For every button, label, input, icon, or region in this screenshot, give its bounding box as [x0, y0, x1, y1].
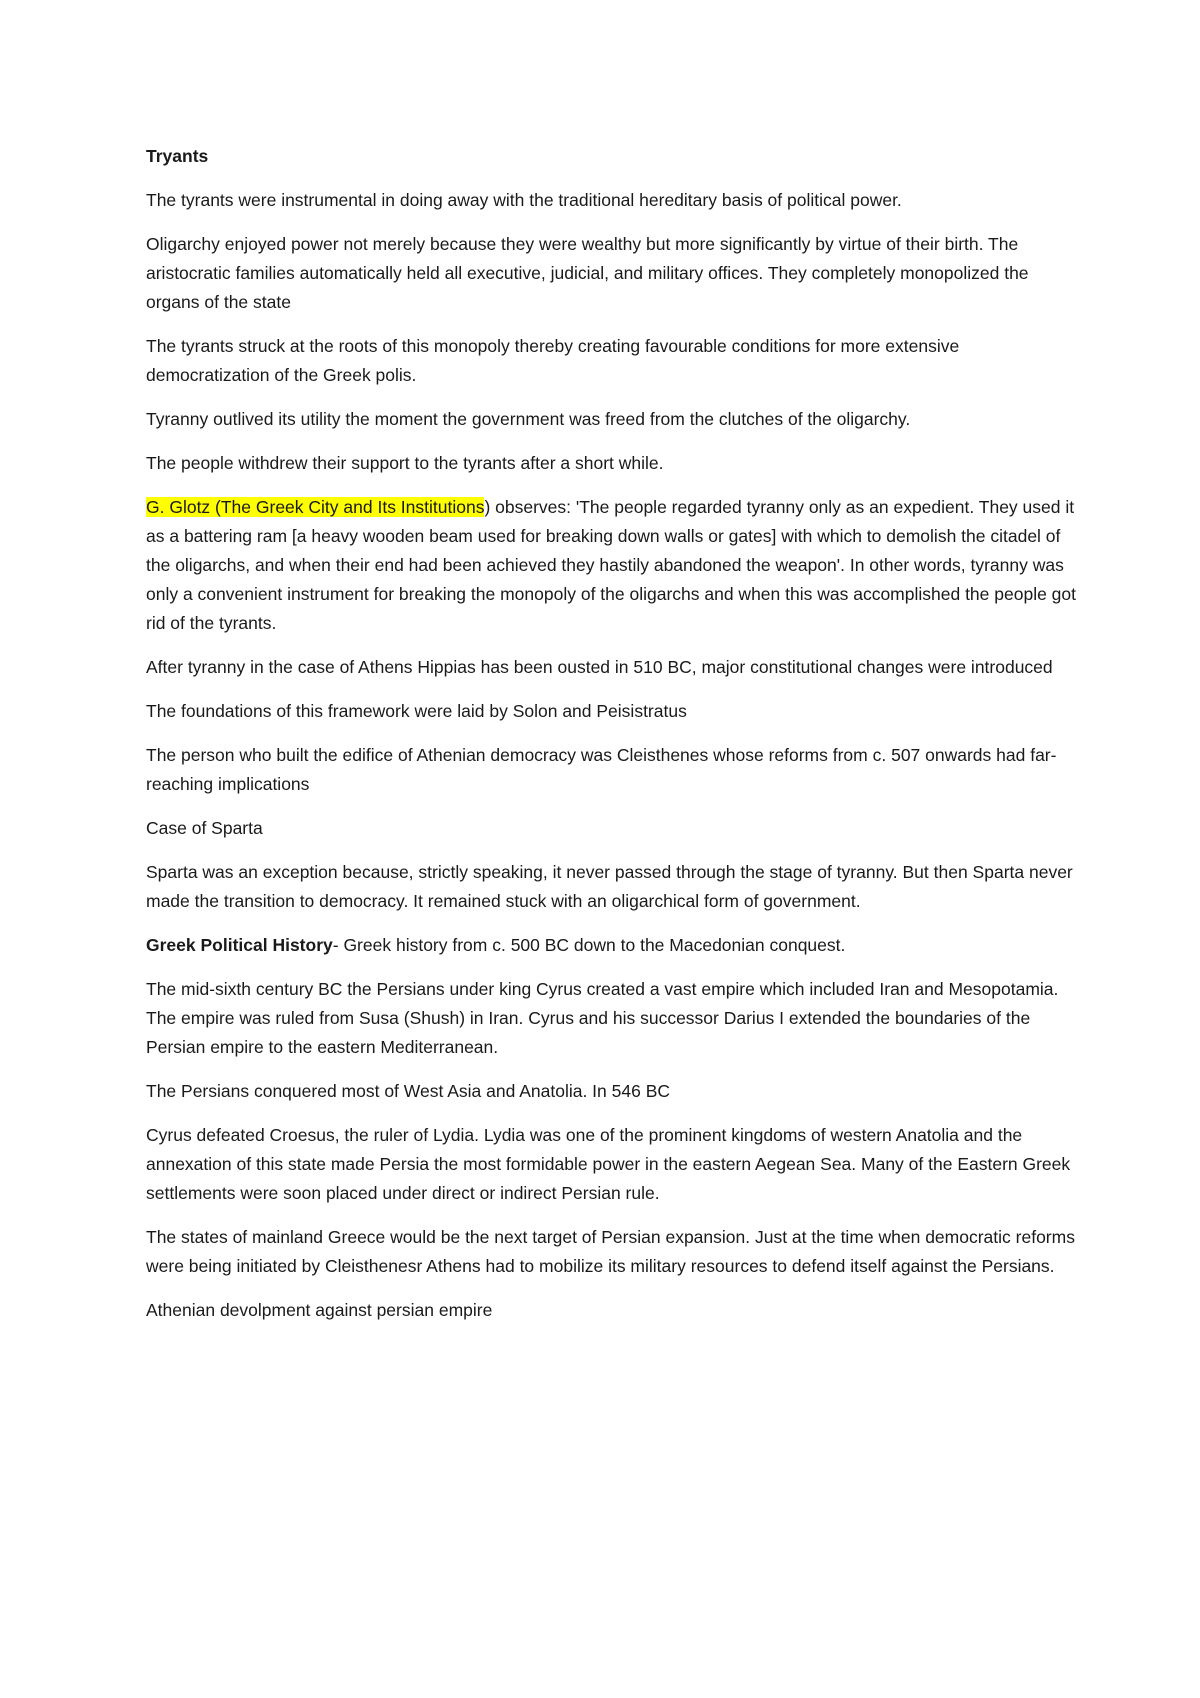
subheading-case-of-sparta: Case of Sparta [146, 818, 263, 838]
paragraph-14: The Persians conquered most of West Asia and Anatolia. In 546 BC [146, 1081, 671, 1101]
paragraph-11: Sparta was an exception because, strictly speaking, it never passed through the stage of tyranny. But then Sparta never made the transition to democracy. It remained stuck with an oligarchical form of government. [146, 862, 1073, 911]
paragraph-13: The mid-sixth century BC the Persians under king Cyrus created a vast empire which included Iran and Mesopotamia. The empire was ruled from Susa (Shush) in Iran. Cyrus and his successor Darius I extended the boundaries of the Persian empire to the eastern Mediterranean. [146, 979, 1059, 1057]
paragraph-6-text: ) observes: 'The people regarded tyranny only as an expedient. They used it as a battering ram [a heavy wooden beam used for breaking down walls or gates] with which to demolish the citadel of the oligarchs, and when their end had been achieved they hastily abandoned the weapon'. In other words, tyranny was only a convenient instrument for breaking the monopoly of the oligarchs and when this was accomplished the people got rid of the tyrants. [146, 497, 1077, 633]
heading-tryants: Tryants [146, 146, 209, 166]
paragraph-17: Athenian devolpment against persian empire [146, 1300, 493, 1320]
paragraph-15: Cyrus defeated Croesus, the ruler of Lydia. Lydia was one of the prominent kingdoms of western Anatolia and the annexation of this state made Persia the most formidable power in the eastern Aegean Sea. Many of the Eastern Greek settlements were soon placed under direct or indirect Persian rule. [146, 1125, 1071, 1203]
paragraph-2: Oligarchy enjoyed power not merely because they were wealthy but more significantly by virtue of their birth. The aristocratic families automatically held all executive, judicial, and military offices. They completely monopolized the organs of the state [146, 234, 1029, 312]
document-page [146, 142, 1082, 1340]
paragraph-8: The foundations of this framework were laid by Solon and Peisistratus [146, 701, 687, 721]
paragraph-6 [146, 493, 1082, 638]
paragraph-9: The person who built the edifice of Athenian democracy was Cleisthenes whose reforms from c. 507 onwards had far-reaching implications [146, 745, 1057, 794]
paragraph-3: The tyrants struck at the roots of this monopoly thereby creating favourable conditions for more extensive democratization of the Greek polis. [146, 336, 960, 385]
section-heading-greek-political-history: Greek Political History [146, 935, 333, 955]
paragraph-12 [146, 931, 1082, 960]
paragraph-16: The states of mainland Greece would be the next target of Persian expansion. Just at the time when democratic reforms were being initiated by Cleisthenesr Athens had to mobilize its military resources to defend itself against the Persians. [146, 1227, 1075, 1276]
paragraph-7: After tyranny in the case of Athens Hippias has been ousted in 510 BC, major constitutional changes were introduced [146, 657, 1053, 677]
paragraph-5: The people withdrew their support to the tyrants after a short while. [146, 453, 664, 473]
paragraph-12-text: - Greek history from c. 500 BC down to the Macedonian conquest. [332, 935, 846, 955]
highlighted-citation: G. Glotz (The Greek City and Its Institutions [146, 497, 485, 517]
paragraph-1: The tyrants were instrumental in doing away with the traditional hereditary basis of political power. [146, 190, 902, 210]
paragraph-4: Tyranny outlived its utility the moment the government was freed from the clutches of the oligarchy. [146, 409, 911, 429]
